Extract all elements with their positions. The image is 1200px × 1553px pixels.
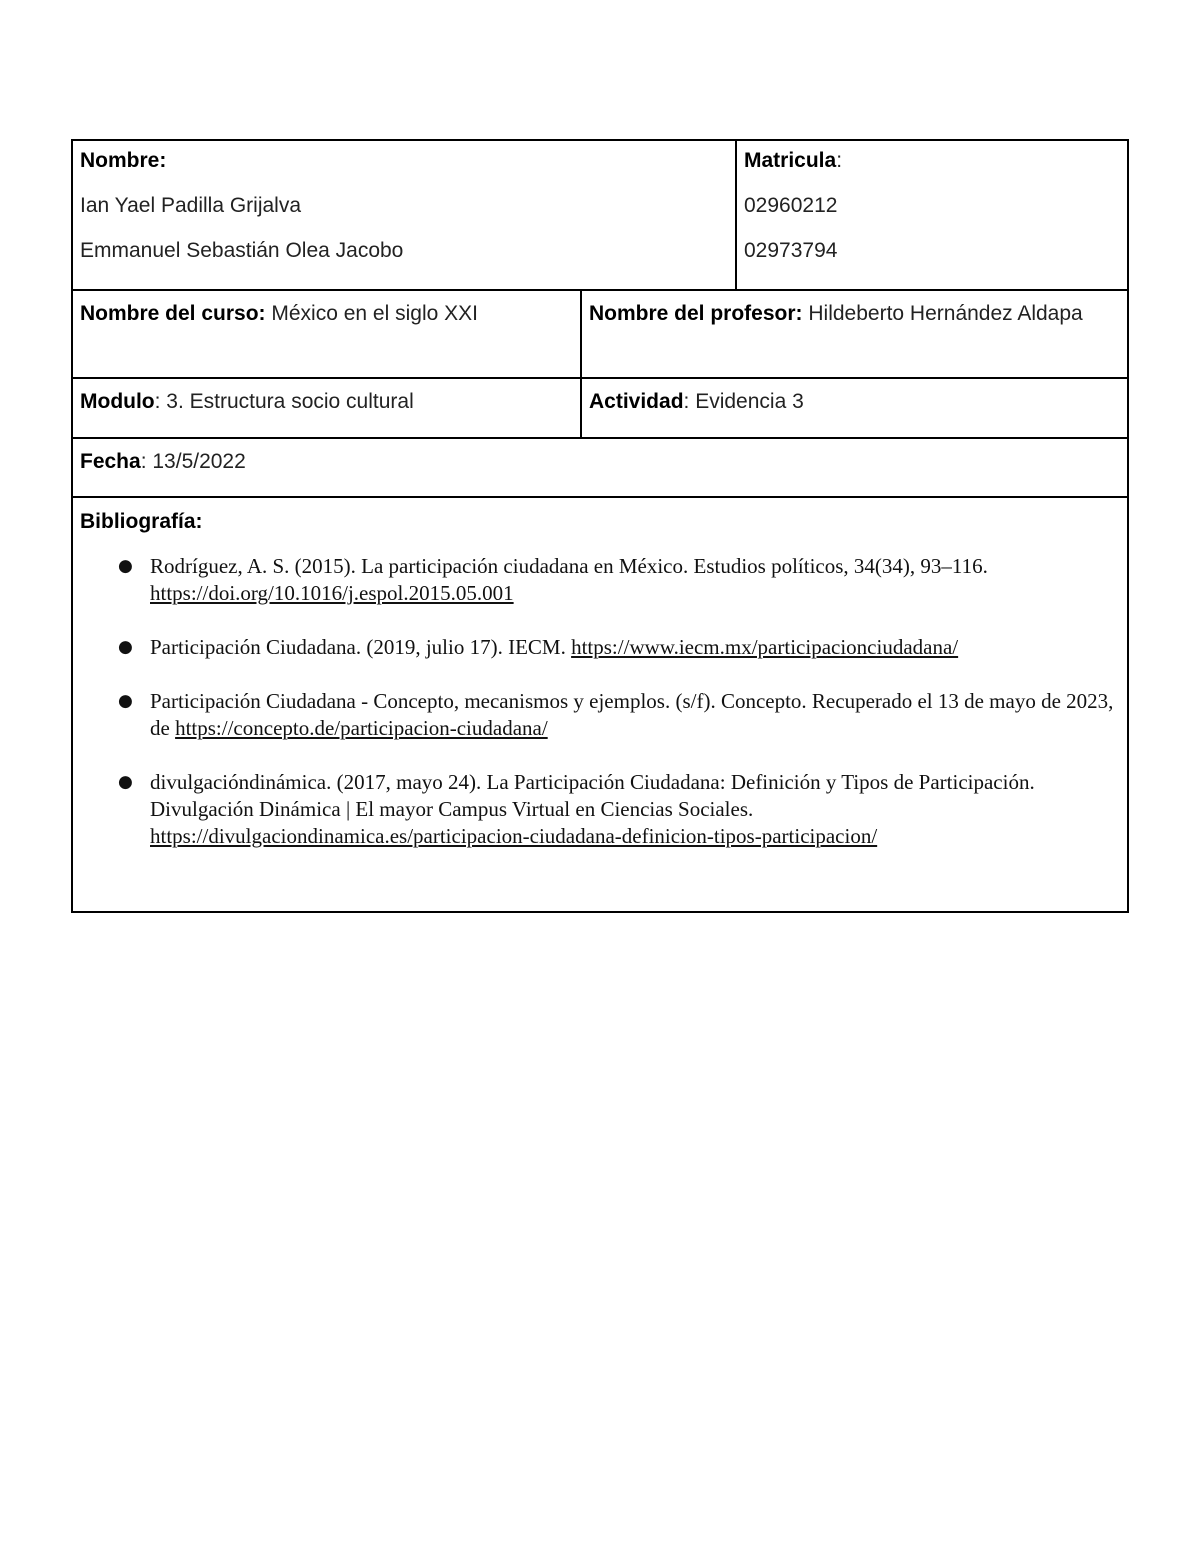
matricula-label: Matricula (744, 149, 837, 172)
bullet-icon: ● (118, 772, 133, 792)
bibliography-cell (73, 498, 1127, 911)
matricula-cell (735, 141, 1127, 289)
reference-link[interactable]: https://divulgaciondinamica.es/participacion-ciudadana-definicion-tipos-participacion/ (150, 824, 878, 848)
students-cell (73, 141, 735, 289)
activity-label: Actividad (589, 390, 684, 413)
reference-link[interactable]: https://www.iecm.mx/participacionciudadana/ (571, 635, 959, 659)
date-row (73, 439, 1127, 498)
activity-cell (580, 379, 1127, 437)
nombre-label: Nombre: (80, 149, 167, 172)
bullet-icon: ● (118, 637, 133, 657)
reference-item (80, 634, 1120, 661)
reference-text: divulgacióndinámica. (2017, mayo 24). La Participación Ciudadana: Definición y Tipos de Participación. Divulgación Dinámica | El mayor Campus Virtual en Ciencias Sociales. (150, 770, 1035, 821)
reference-link[interactable]: https://doi.org/10.1016/j.espol.2015.05.001 (150, 581, 514, 605)
reference-item (80, 553, 1120, 607)
matricula-colon: : (836, 149, 843, 172)
course-cell (73, 291, 580, 377)
professor-label: Nombre del profesor: (589, 302, 803, 325)
reference-text: Participación Ciudadana - Concepto, mecanismos y ejemplos. (s/f). Concepto. Recuperado el 13 de mayo de 2023, de (150, 689, 1114, 740)
matricula-value: 02973794 (744, 239, 838, 262)
date-value: : 13/5/2022 (140, 450, 246, 473)
course-value: México en el siglo XXI (265, 302, 478, 325)
bullet-icon: ● (118, 556, 133, 576)
bibliography-row (73, 498, 1127, 911)
student-name: Ian Yael Padilla Grijalva (80, 194, 302, 217)
module-row (73, 379, 1127, 439)
date-cell (73, 439, 1127, 496)
date-label: Fecha (80, 450, 141, 473)
bibliography-label: Bibliografía: (80, 510, 203, 533)
module-value: : 3. Estructura socio cultural (154, 390, 414, 413)
professor-cell (580, 291, 1127, 377)
reference-list (80, 553, 1120, 850)
course-row (73, 291, 1127, 379)
student-row (73, 141, 1127, 291)
activity-value: : Evidencia 3 (683, 390, 804, 413)
bullet-icon: ● (118, 691, 133, 711)
matricula-value: 02960212 (744, 194, 838, 217)
cover-table (71, 139, 1129, 913)
course-label: Nombre del curso: (80, 302, 266, 325)
reference-link[interactable]: https://concepto.de/participacion-ciudadana/ (175, 716, 548, 740)
reference-text: Participación Ciudadana. (2019, julio 17). IECM. (150, 635, 572, 659)
reference-item (80, 688, 1120, 742)
student-name: Emmanuel Sebastián Olea Jacobo (80, 239, 404, 262)
professor-value: Hildeberto Hernández Aldapa (802, 302, 1083, 325)
reference-text: Rodríguez, A. S. (2015). La participación ciudadana en México. Estudios políticos, 34(34), 93–116. (150, 554, 988, 578)
module-label: Modulo (80, 390, 155, 413)
module-cell (73, 379, 580, 437)
reference-item (80, 769, 1120, 850)
